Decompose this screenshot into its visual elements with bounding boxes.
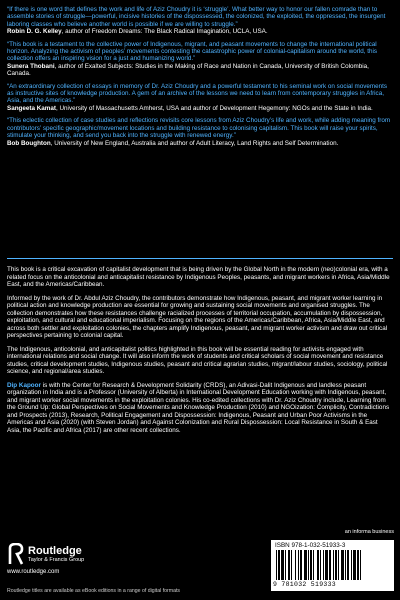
section-divider (7, 258, 393, 259)
endorser-name: Sunera Thobani (7, 62, 55, 70)
endorser-affiliation: , University of Massachusetts Amherst, USA and author of Development Hegemony: NGOs and the State in India. (56, 104, 373, 112)
barcode-bar (333, 550, 334, 580)
endorser-name: Robin D. G. Kelley (7, 28, 62, 36)
barcode-bar (353, 550, 356, 580)
publisher-subtitle: Taylor & Francis Group (28, 557, 85, 563)
barcode-bar (341, 550, 344, 580)
barcode-bar (298, 550, 299, 580)
endorsement-attribution (7, 28, 393, 35)
ebook-note: Routledge titles are available as eBook editions in a range of digital formats (7, 588, 181, 594)
description-paragraph: Informed by the work of Dr. Abdul Aziz Choudry, the contributors demonstrate how Indigenous, peasant, and migrant worker learning in political action and knowledge production are essential for growing and sustaining social movements and organised struggles. The collection demonstrates how these resistances challenge racialized processes of territorial occupation, accumulation by dispossession, exploitation, and cultural and educational imperialism. Focusing on the regions of the Americas/Caribbean, Africa, Asia/Middle East, and across both settler and exploitation colonies, the chapters amplify Indigenous, peasant, and migrant worker activism and draw out critical perspectives pertaining to colonial capital. (7, 294, 388, 339)
barcode-bar (338, 550, 339, 580)
isbn-label: ISBN 978-1-032-51933-3 (275, 542, 346, 549)
endorsement-quote: “This book is a testament to the collective power of Indigenous, migrant, and peasant movements to change the international political horizon. Analyzing the activism of peoples’ movements contesting the catastrophic power of colonial-capitalism around the world, this collection offers an inspiring vision for a just and humanizing world.” (7, 40, 378, 63)
endorsement (7, 41, 393, 78)
publisher-url[interactable]: www.routledge.com (7, 569, 60, 575)
barcode-bar (308, 550, 309, 580)
barcode-bar (288, 550, 290, 580)
endorsements (7, 6, 393, 152)
endorsement-quote: “An extraordinary collection of essays in memory of Dr. Aziz Choudry and a powerful testament to his seminal work on social movements as instructive sites of knowledge production. A gem of an archive of the lessons we need to learn from contemporary struggles in Africa, Asia, and the Americas.” (7, 82, 388, 105)
author-bio-text: is with the Center for Research & Development Solidarity (CRDS), an Adivasi-Dalit Indigenous and landless peasant organization in India and is a Professor (University of Alberta) in International Development Education working with Indigenous, peasant, and migrant worker social movements in the exploitation colonies. His co-edited collections with Dr. Aziz Choudry include, Learning from the Ground Up: Global Perspectives on Social Movements and Knowledge Production (2010) and NGOization: Complicity, Contradictions and Prospects (2013), Research, Political Engagement and Dispossession: Indigenous, Peasant and Urban Poor Activisms in the Americas and Asia (2020) (with Steven Jordan) and Against Colonization and Rural Dispossession: Local Resistance in South & East Asia, the Pacific and Africa (2017) are other recent collections. (7, 381, 390, 434)
endorser-affiliation: , University of New England, Australia and author of Adult Literacy, Land Rights and Self Determination. (50, 139, 339, 147)
publisher-name: Routledge (28, 545, 82, 557)
barcode-bar (335, 550, 337, 580)
endorsement (7, 83, 393, 113)
barcode-bar (357, 550, 359, 580)
endorser-name: Sangeeta Kamat (7, 104, 56, 112)
informa-tagline: an informa business (344, 529, 394, 535)
endorsement-attribution (7, 105, 393, 112)
endorsement (7, 6, 393, 36)
barcode-bars (275, 550, 390, 580)
endorsement-attribution (7, 63, 393, 78)
book-description (7, 266, 393, 440)
publisher-block (7, 543, 167, 575)
barcode-bar (310, 550, 312, 580)
barcode-bar (304, 550, 307, 580)
barcode-bar (320, 550, 321, 580)
endorsement-quote: “If there is one word that defines the work and life of Aziz Choudry it is ‘struggle’. What better way to honor our fallen comrade than to assemble stories of struggle—powerful, incisive histories of the dispossessed, the colonized, the exploited, the oppressed, the insurgent laboring classes who believe another world is possible if we are willing to struggle.” (7, 6, 386, 28)
barcode-bar (329, 550, 331, 580)
barcode-bar (347, 550, 349, 580)
barcode-bar (317, 550, 319, 580)
barcode-bar (285, 550, 286, 580)
barcode (271, 540, 394, 591)
description-paragraph: The Indigenous, anticolonial, and anticapitalist politics highlighted in this book will be essential reading for activists engaged with international relations and social change. It will also inform the work of students and critical scholars of social movement and resistance studies, critical development studies, Indigenous studies, peasant and critical agrarian studies, migrant/labour studies, sociology, political science, and regional/area studies. (7, 345, 388, 375)
barcode-bar (295, 550, 296, 580)
barcode-bar (281, 550, 284, 580)
barcode-bar (360, 550, 361, 580)
barcode-block (271, 529, 394, 591)
barcode-bar (313, 550, 314, 580)
barcode-bar (351, 550, 352, 580)
endorser-name: Bob Boughton (7, 139, 51, 147)
barcode-bar (291, 550, 292, 580)
barcode-bar (300, 550, 302, 580)
publisher-logo (7, 543, 167, 565)
barcode-bar (345, 550, 346, 580)
endorser-affiliation: , author of Exalted Subjects: Studies in the Making of Race and Nation in Canada, University of British Colombia, Canada. (7, 62, 369, 78)
barcode-bar (276, 550, 277, 580)
endorsement-quote: “This eclectic collection of case studies and reflections revisits core lessons from Aziz Choudry’s life and work, while adding meaning from contributors’ specific geographic/movement locations and building resistance to colonising capitalism. This book will raise your spirits, stimulate your thinking, and send you back into the struggle with renewed energy.” (7, 117, 391, 140)
description-paragraph: This book is a critical excavation of capitalist development that is being driven by the Global North in the modern (neo)colonial era, with a related focus on the anticolonial and anticapitalist resistance by Indigenous Peoples, peasants, and migrant workers in Africa, Asia/Middle East, and the Americas/Caribbean. (7, 266, 390, 288)
barcode-bar (325, 550, 328, 580)
endorsement (7, 117, 393, 147)
barcode-bar (278, 550, 280, 580)
routledge-logo-icon (7, 543, 25, 565)
endorser-affiliation: , author of Freedom Dreams: The Black Radical Imagination, UCLA, USA. (61, 28, 268, 36)
endorsement-attribution (7, 140, 393, 147)
barcode-bar (323, 550, 324, 580)
author-bio (7, 382, 393, 435)
barcode-digits: 9 781032 519333 (273, 581, 337, 588)
author-name: Dip Kapoor (7, 381, 41, 389)
